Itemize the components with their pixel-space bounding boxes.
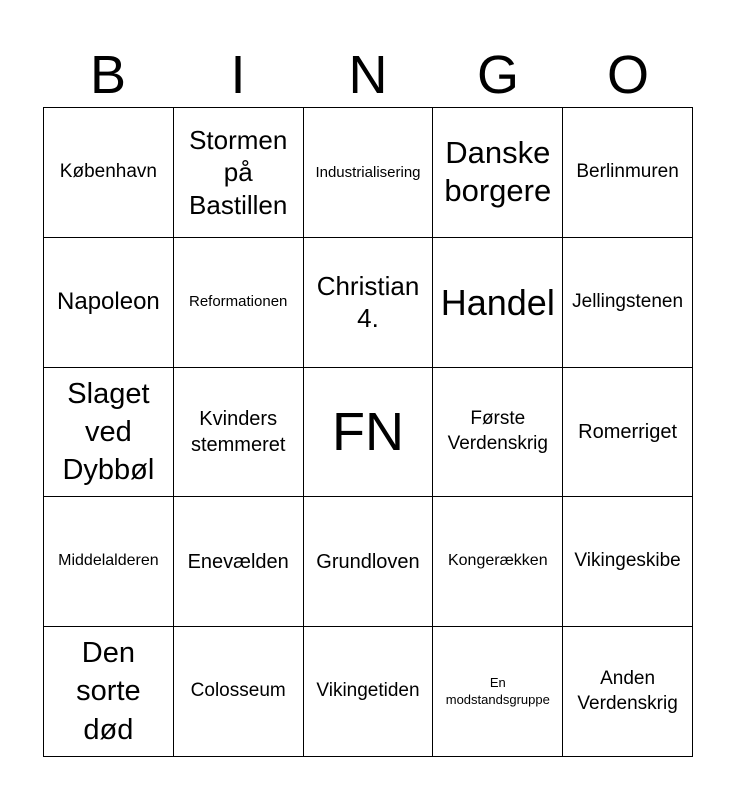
bingo-cell-text: Første Verdenskrig (447, 408, 548, 454)
header-letter-b: B (89, 45, 127, 105)
bingo-cell-text: Reformationen (189, 293, 288, 311)
bingo-cell-text: Kongerækken (447, 552, 548, 570)
bingo-cell-text: Romerriget (578, 420, 678, 443)
bingo-cell (304, 627, 434, 757)
bingo-cell (174, 368, 304, 498)
bingo-cell (433, 238, 563, 368)
bingo-cell-text: Vikingeskibe (574, 550, 681, 572)
bingo-cell (433, 108, 563, 238)
bingo-cell (433, 627, 563, 757)
bingo-cell-text: Stormen på Bastillen (189, 124, 288, 220)
bingo-cell-text: Handel (440, 281, 555, 323)
bingo-header (43, 42, 693, 108)
bingo-cell-text: En modstandsgruppe (445, 674, 550, 707)
header-letter-i: I (230, 45, 246, 105)
bingo-cell-text: Middelalderen (58, 552, 159, 570)
bingo-cell (304, 108, 434, 238)
bingo-cell (304, 368, 434, 498)
bingo-cell (44, 368, 174, 498)
bingo-cell (563, 108, 693, 238)
bingo-cell (304, 497, 434, 627)
bingo-grid (43, 107, 693, 757)
bingo-cell-text: København (59, 161, 157, 183)
bingo-cell-text: Den sorte død (76, 637, 141, 746)
bingo-cell-text: Industrialisering (315, 163, 421, 181)
header-letter-n: N (348, 45, 388, 105)
bingo-cell-text: Slaget ved Dybbøl (62, 377, 155, 487)
bingo-cell (174, 108, 304, 238)
bingo-cell (304, 238, 434, 368)
header-letter-g: G (476, 45, 519, 105)
bingo-cell-text: Christian 4. (316, 270, 420, 334)
bingo-cell-text: Grundloven (316, 550, 420, 573)
bingo-cell-text: Anden Verdenskrig (577, 667, 678, 714)
bingo-cell (563, 627, 693, 757)
bingo-cell (563, 238, 693, 368)
bingo-cell-text: Kvinders stemmeret (190, 407, 286, 456)
bingo-cell (433, 368, 563, 498)
bingo-cell (433, 497, 563, 627)
bingo-cell-text: Vikingetiden (316, 680, 420, 702)
bingo-cell (563, 368, 693, 498)
bingo-cell (174, 238, 304, 368)
bingo-cell (174, 627, 304, 757)
bingo-cell (44, 238, 174, 368)
bingo-cell-text: Jellingstenen (572, 290, 684, 312)
bingo-cell-text: Colosseum (190, 680, 286, 702)
bingo-cell-text: Danske borgere (444, 134, 552, 209)
bingo-cell-text: Berlinmuren (576, 161, 679, 183)
bingo-cell-text: Enevælden (187, 550, 289, 573)
bingo-cell (44, 108, 174, 238)
bingo-cell (44, 497, 174, 627)
bingo-cell-text: FN (332, 401, 404, 462)
bingo-cell-text: Napoleon (57, 288, 160, 316)
bingo-cell (563, 497, 693, 627)
bingo-cell (174, 497, 304, 627)
header-letter-o: O (606, 45, 649, 105)
bingo-cell (44, 627, 174, 757)
